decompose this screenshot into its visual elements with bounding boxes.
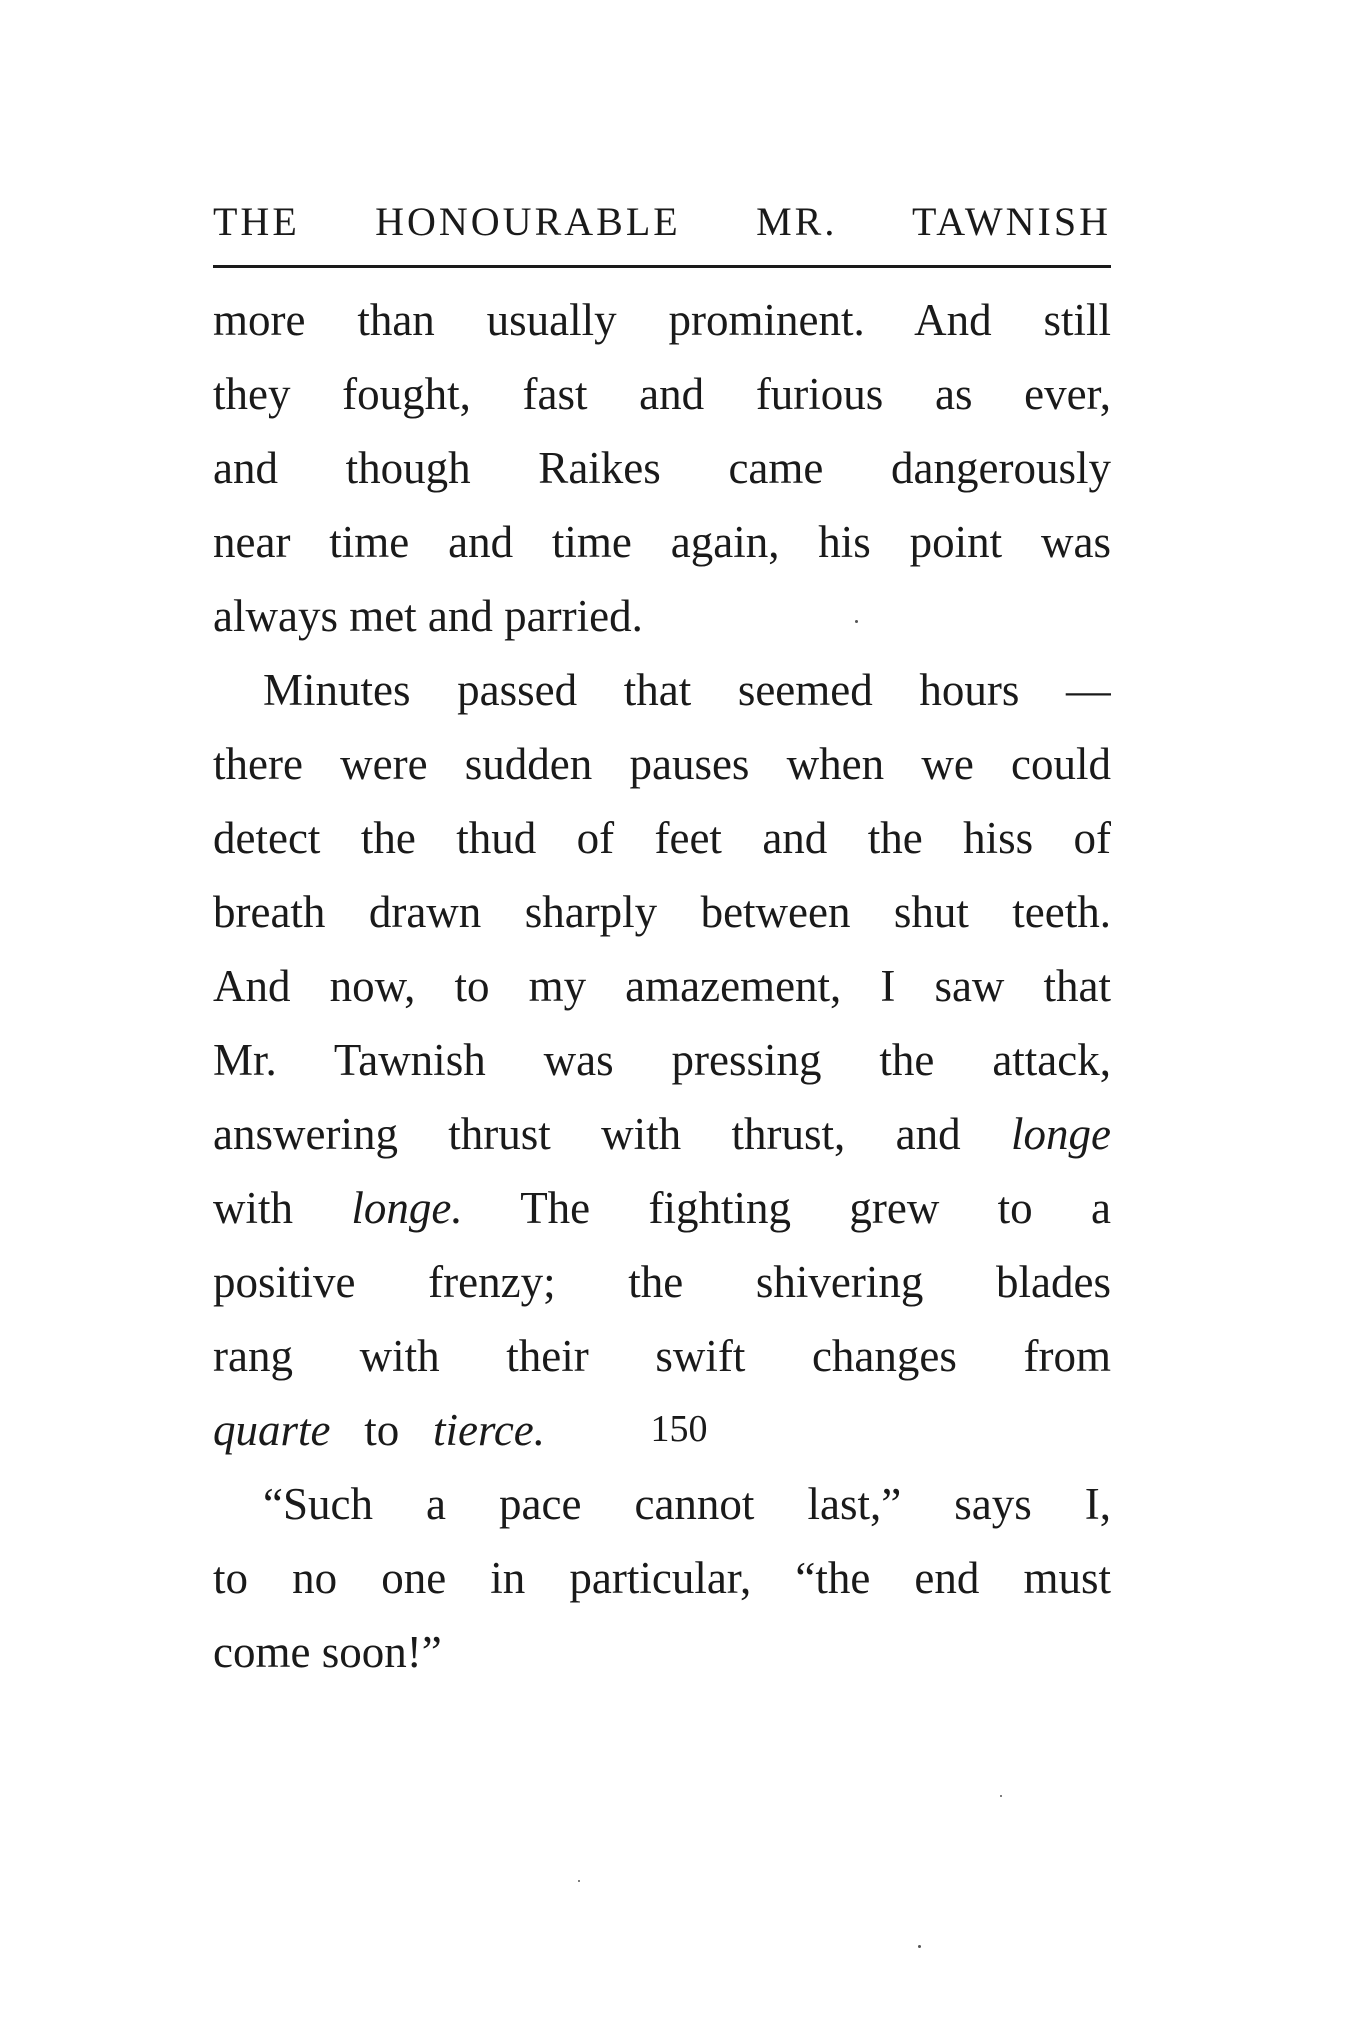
italic-term: tierce. bbox=[433, 1405, 546, 1455]
paper-speck bbox=[1000, 1795, 1002, 1797]
text-line: Minutes passed that seemed hours — bbox=[263, 665, 1111, 715]
text-line: there were sudden pauses when we could bbox=[213, 739, 1111, 789]
text-line: to no one in particular, “the end must bbox=[213, 1553, 1111, 1603]
text-line: and though Raikes came dangerously bbox=[213, 443, 1111, 493]
text-line: rang with their swift changes from bbox=[213, 1331, 1111, 1381]
paper-speck bbox=[578, 1880, 580, 1882]
text-line: breath drawn sharply between shut teeth. bbox=[213, 887, 1111, 937]
text-run: with bbox=[213, 1183, 294, 1233]
text-line bbox=[213, 1097, 1111, 1171]
text-line: And now, to my amazement, I saw that bbox=[213, 961, 1111, 1011]
text-line: more than usually prominent. And still bbox=[213, 295, 1111, 345]
text-line: “Such a pace cannot last,” says I, bbox=[263, 1479, 1111, 1529]
text-run: The fighting grew to a bbox=[520, 1183, 1111, 1233]
text-line: always met and parried. bbox=[213, 591, 643, 641]
body-text bbox=[213, 283, 1111, 1689]
paper-speck bbox=[855, 620, 858, 623]
text-line bbox=[213, 1171, 1111, 1245]
text-run: to bbox=[364, 1405, 400, 1455]
text-line: positive frenzy; the shivering blades bbox=[213, 1257, 1111, 1307]
text-line: they fought, fast and furious as ever, bbox=[213, 369, 1111, 419]
italic-term: quarte bbox=[213, 1405, 331, 1455]
text-line: Mr. Tawnish was pressing the attack, bbox=[213, 1035, 1111, 1085]
text-line: near time and time again, his point was bbox=[213, 517, 1111, 567]
header-rule bbox=[213, 265, 1111, 268]
running-head: THE HONOURABLE MR. TAWNISH bbox=[213, 199, 1111, 244]
paper-speck bbox=[918, 1945, 921, 1948]
text-run: answering thrust with thrust, and bbox=[213, 1109, 961, 1159]
italic-term: longe bbox=[1011, 1109, 1111, 1159]
text-line: come soon!” bbox=[213, 1627, 442, 1677]
page-number: 150 bbox=[650, 1408, 708, 1450]
italic-term: longe. bbox=[351, 1183, 463, 1233]
text-line: detect the thud of feet and the hiss of bbox=[213, 813, 1111, 863]
